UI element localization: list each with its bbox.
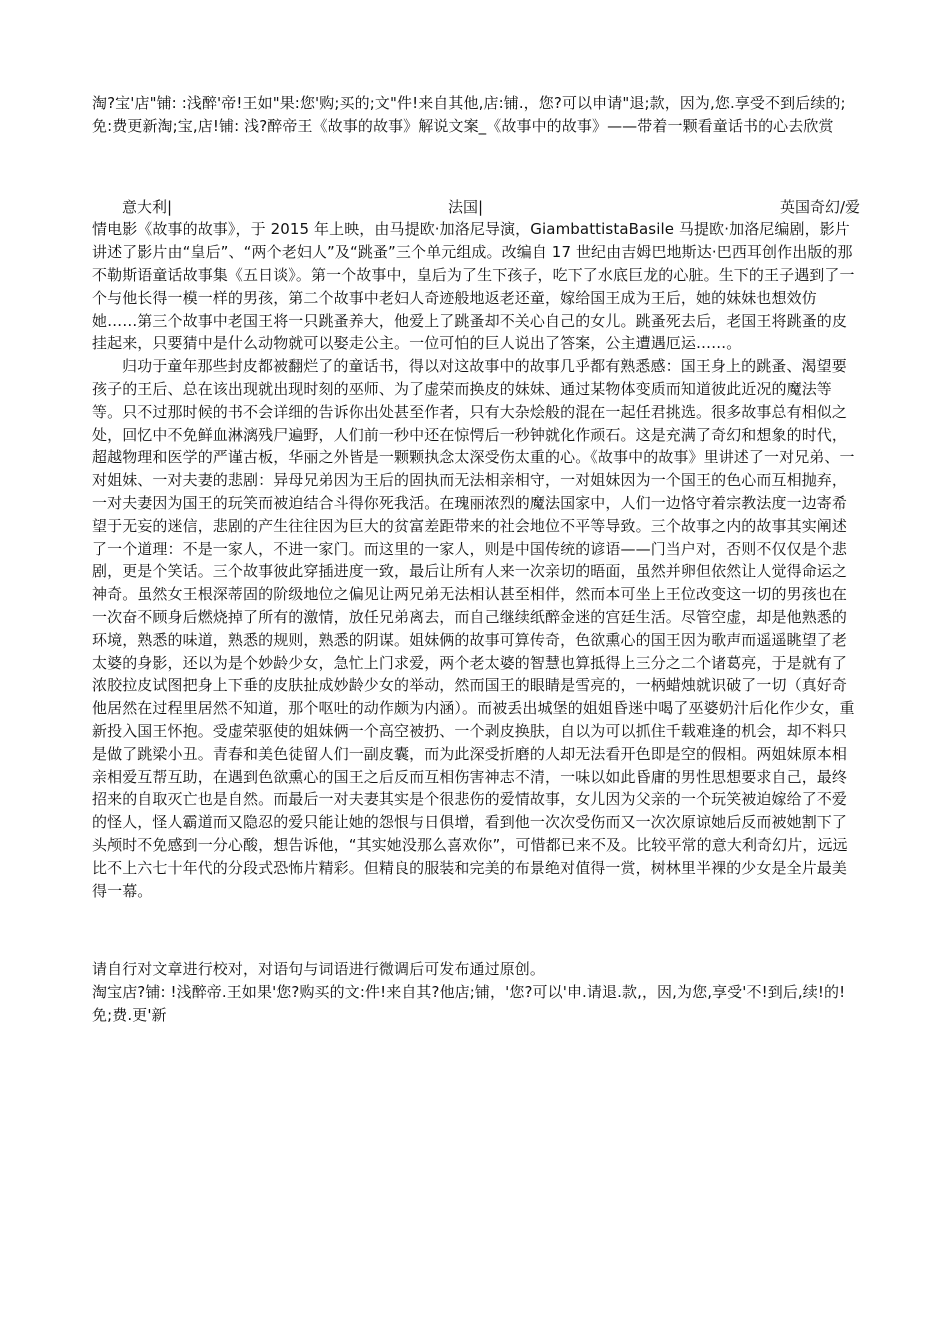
country-uk-genre: 英国奇幻/爱 bbox=[779, 197, 860, 216]
header-paragraph: 淘?宝'店"铺: :浅醉'帝!王如"果:您'购;买的;文"件!来自其他,店:铺.，您?可以申请"退;款，因为,您.享受不到后续的;免:费更新淘;宝,店!铺: 浅?醉帝王《故事的故事》解说文案_《故事中的故事》——带着一颗看童话书的心去欣赏 bbox=[92, 94, 846, 135]
document-page bbox=[92, 92, 860, 1027]
country-italy: 意大利| bbox=[122, 197, 173, 216]
shop-note: 淘宝店?铺: !浅醉帝.王如果'您?购买的文:件!来自其?他店;铺，'您?可以'申.请退.款,，因,为您,享受'不!到后,续!的!免;费.更'新 bbox=[92, 983, 846, 1024]
proofread-note: 请自行对文章进行校对，对语句与词语进行微调后可发布通过原创。 bbox=[92, 960, 546, 979]
genre-line bbox=[92, 196, 860, 219]
country-france: 法国| bbox=[448, 197, 484, 216]
spacer bbox=[92, 138, 860, 196]
spacer bbox=[92, 902, 860, 958]
review-paragraph: 归功于童年那些封皮都被翻烂了的童话书，得以对这故事中的故事几乎都有熟悉感：国王身上的跳蚤、渴望要孩子的王后、总在该出现就出现时刻的巫师、为了虚荣而换皮的妹妹、通过某物体变质而知道彼此近况的魔法等等。只不过那时候的书不会详细的告诉你出处甚至作者，只有大杂烩般的混在一起任君挑选。很多故事总有相似之处，回忆中不免鲜血淋漓残尸遍野，人们前一秒中还在惊愕后一秒钟就化作顽石。这是充满了奇幻和想象的时代，超越物理和医学的严谨古板，华丽之外皆是一颗颗执念太深受伤太重的心。《故事中的故事》里讲述了一对兄弟、一对姐妹、一对夫妻的悲剧：异母兄弟因为王后的固执而无法相亲相守，一对姐妹因为一个国王的色心而互相抛弃，一对夫妻因为国王的玩笑而被迫结合斗得你死我活。在瑰丽浓烈的魔法国家中，人们一边恪守着宗教法度一边寄希望于无妄的迷信，悲剧的产生往往因为巨大的贫富差距带来的社会地位不平等导致。三个故事之内的故事其实阐述了一个道理：不是一家人，不进一家门。而这里的一家人，则是中国传统的谚语——门当户对，否则不仅仅是个悲剧，更是个笑话。三个故事彼此穿插进度一致，最后让所有人来一次亲切的晤面，虽然并卵但依然让人觉得命运之神奇。虽然女王根深蒂固的阶级地位之偏见让两兄弟无法相认甚至相伴，然而本可坐上王位改变这一切的男孩也在一次奋不顾身后燃烧掉了所有的激情，放任兄弟离去，而自己继续纸醉金迷的宫廷生活。尽管空虚，却是他熟悉的环境，熟悉的味道，熟悉的规则，熟悉的阴谋。姐妹俩的故事可算传奇，色欲熏心的国王因为歌声而遥遥眺望了老太婆的身影，还以为是个妙龄少女，急忙上门求爱，两个老太婆的智慧也算抵得上三分之二个诸葛亮，于是就有了浓胶拉皮试图把身上下垂的皮肤扯成妙龄少女的举动，然而国王的眼睛是雪亮的，一柄蜡烛就识破了一切（真好奇他居然在过程里居然不知道，那个呕吐的动作颇为内涵）。而被丢出城堡的姐姐昏迷中喝了巫婆奶汁后化作少女，重新投入国王怀抱。受虚荣驱使的姐妹俩一个高空被扔、一个剥皮换肤，自以为可以抓住千载难逢的机会，却不料只是做了跳梁小丑。青春和美色徒留人们一副皮囊，而为此深受折磨的人却无法看开色即是空的假相。两姐妹原本相亲相爱互帮互助，在遇到色欲熏心的国王之后反而互相伤害神志不清，一味以如此昏庸的男性思想要求自己，最终招来的自取灭亡也是自然。而最后一对夫妻其实是个很悲伤的爱情故事，女儿因为父亲的一个玩笑被迫嫁给了不爱的怪人，怪人霸道而又隐忍的爱只能让她的怨恨与日俱增，看到他一次次受伤而又一次次原谅她后反而被她割下了头颅时不免感到一分心酸，想告诉他，“其实她没那么喜欢你”，可惜都已来不及。比较平常的意大利奇幻片，远远比不上六七十年代的分段式恐怖片精彩。但精良的服装和完美的布景绝对值得一赏，树林里半裸的少女是全片最美得一幕。 bbox=[92, 357, 855, 900]
intro-paragraph: 情电影《故事的故事》，于 2015 年上映，由马提欧·加洛尼导演，GiambattistaBasile 马提欧·加洛尼编剧，影片讲述了影片由“皇后”、“两个老妇人”及“跳蚤”三个单元组成。改编自 17 世纪由吉姆巴地斯达·巴西耳创作出版的那不勒斯语童话故事集《五日谈》。第一个故事中，皇后为了生下孩子，吃下了水底巨龙的心脏。生下的王子遇到了一个与他长得一模一样的男孩，第二个故事中老妇人奇迹般地返老还童，嫁给国王成为王后，她的妹妹也想效仿她……第三个故事中老国王将一只跳蚤养大，他爱上了跳蚤却不关心自己的女儿。跳蚤死去后，老国王将跳蚤的皮挂起来，只要猜中是什么动物就可以娶走公主。一位可怕的巨人说出了答案，公主遭遇厄运……。 bbox=[92, 220, 855, 353]
